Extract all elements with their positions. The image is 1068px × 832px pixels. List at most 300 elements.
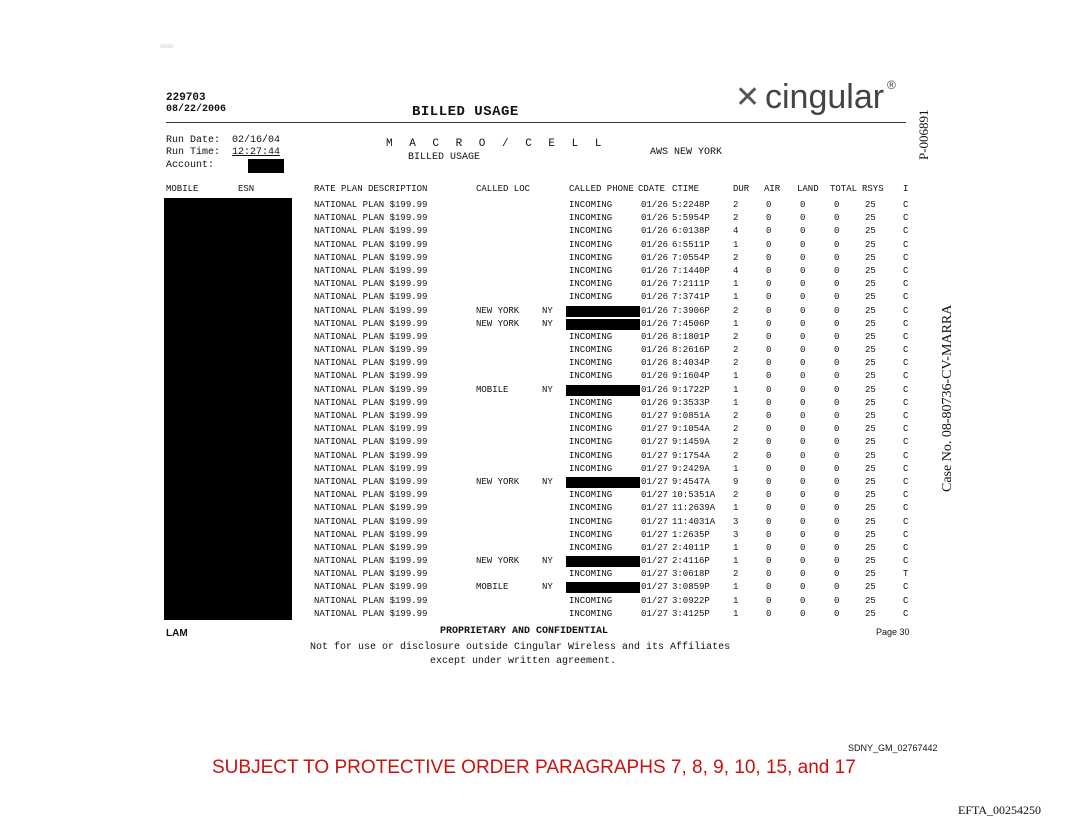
cell-phone: INCOMING xyxy=(569,239,613,250)
cell-land: 0 xyxy=(800,226,806,237)
table-row xyxy=(0,581,1068,594)
cell-time: 7:2111P xyxy=(672,279,710,290)
cell-dur: 1 xyxy=(733,582,739,593)
cell-air: 0 xyxy=(766,213,772,224)
cell-dur: 1 xyxy=(733,318,739,329)
cell-time: 5:2248P xyxy=(672,200,710,210)
cell-plan: NATIONAL PLAN $199.99 xyxy=(314,437,428,448)
table-row xyxy=(0,265,1068,278)
cell-time: 11:2639A xyxy=(672,503,716,514)
cell-air: 0 xyxy=(766,345,772,356)
col-called-loc: CALLED LOC xyxy=(476,184,531,194)
table-row xyxy=(0,384,1068,397)
cell-plan: NATIONAL PLAN $199.99 xyxy=(314,582,428,593)
cell-dur: 2 xyxy=(733,305,739,316)
cell-phone: INCOMING xyxy=(569,437,613,448)
cell-time: 9:1054A xyxy=(672,424,710,435)
cell-i: C xyxy=(903,529,909,540)
cell-total: 0 xyxy=(834,318,840,329)
cell-dur: 1 xyxy=(733,463,739,474)
cell-date: 01/26 xyxy=(641,345,669,356)
cell-phone: INCOMING xyxy=(569,345,613,356)
cell-date: 01/26 xyxy=(641,265,669,276)
cell-i: C xyxy=(903,265,909,276)
col-cdate: CDATE xyxy=(638,184,666,194)
cell-rsys: 25 xyxy=(865,608,876,619)
cell-rsys: 25 xyxy=(865,476,876,487)
cell-plan: NATIONAL PLAN $199.99 xyxy=(314,213,428,224)
col-mobile: MOBILE xyxy=(166,184,199,194)
cell-phone: INCOMING xyxy=(569,371,613,382)
cell-total: 0 xyxy=(834,556,840,567)
cell-land: 0 xyxy=(800,397,806,408)
cell-st: NY xyxy=(542,305,553,316)
aws-region: AWS NEW YORK xyxy=(650,147,723,158)
cell-total: 0 xyxy=(834,252,840,263)
cell-time: 7:0554P xyxy=(672,252,710,263)
cell-air: 0 xyxy=(766,279,772,290)
cell-rsys: 25 xyxy=(865,556,876,567)
cell-rsys: 25 xyxy=(865,292,876,303)
cell-total: 0 xyxy=(834,331,840,342)
cell-rsys: 25 xyxy=(865,450,876,461)
table-row xyxy=(0,529,1068,542)
cell-total: 0 xyxy=(834,384,840,395)
table-row xyxy=(0,397,1068,410)
cell-rsys: 25 xyxy=(865,384,876,395)
cell-i: C xyxy=(903,292,909,303)
cell-plan: NATIONAL PLAN $199.99 xyxy=(314,490,428,501)
cell-phone: INCOMING xyxy=(569,279,613,290)
cell-date: 01/27 xyxy=(641,595,669,606)
table-row xyxy=(0,423,1068,436)
cell-time: 6:0138P xyxy=(672,226,710,237)
cell-i: C xyxy=(903,411,909,421)
cell-total: 0 xyxy=(834,582,840,593)
cell-loc: MOBILE xyxy=(476,582,509,593)
cell-date: 01/26 xyxy=(641,318,669,329)
cell-i: C xyxy=(903,582,909,593)
cell-time: 1:2635P xyxy=(672,529,710,540)
cell-air: 0 xyxy=(766,437,772,448)
cell-dur: 2 xyxy=(733,358,739,369)
cell-phone: INCOMING xyxy=(569,213,613,224)
cell-date: 01/27 xyxy=(641,503,669,514)
cell-land: 0 xyxy=(800,582,806,593)
cell-plan: NATIONAL PLAN $199.99 xyxy=(314,226,428,237)
called-phone-redaction xyxy=(566,385,640,396)
table-row xyxy=(0,595,1068,608)
cell-rsys: 25 xyxy=(865,371,876,382)
cell-i: T xyxy=(903,569,909,580)
cell-phone: INCOMING xyxy=(569,252,613,263)
cell-dur: 3 xyxy=(733,529,739,540)
cell-air: 0 xyxy=(766,292,772,303)
cell-total: 0 xyxy=(834,476,840,487)
cell-land: 0 xyxy=(800,556,806,567)
cell-air: 0 xyxy=(766,608,772,619)
cell-loc: NEW YORK xyxy=(476,476,520,487)
cell-i: C xyxy=(903,384,909,395)
cell-dur: 2 xyxy=(733,200,739,210)
page-number: Page 30 xyxy=(876,627,910,637)
called-phone-redaction xyxy=(566,582,640,593)
cell-i: C xyxy=(903,200,909,210)
logo-text: cingular xyxy=(765,78,885,116)
cell-st: NY xyxy=(542,476,553,487)
cell-total: 0 xyxy=(834,516,840,527)
run-time-label: Run Time: xyxy=(166,147,221,158)
cell-air: 0 xyxy=(766,503,772,514)
cell-total: 0 xyxy=(834,213,840,224)
cell-air: 0 xyxy=(766,516,772,527)
table-row xyxy=(0,450,1068,463)
account-redaction xyxy=(248,159,284,173)
called-phone-redaction xyxy=(566,306,640,317)
cell-dur: 2 xyxy=(733,424,739,435)
cell-st: NY xyxy=(542,556,553,567)
cell-rsys: 25 xyxy=(865,411,876,421)
cell-time: 2:4011P xyxy=(672,542,710,553)
cell-total: 0 xyxy=(834,608,840,619)
cell-land: 0 xyxy=(800,252,806,263)
cell-i: C xyxy=(903,226,909,237)
sdny-bates: SDNY_GM_02767442 xyxy=(848,743,938,753)
cell-phone: INCOMING xyxy=(569,463,613,474)
cell-land: 0 xyxy=(800,292,806,303)
cell-rsys: 25 xyxy=(865,490,876,501)
cell-land: 0 xyxy=(800,450,806,461)
table-row xyxy=(0,318,1068,331)
cell-i: C xyxy=(903,595,909,606)
cell-time: 9:2429A xyxy=(672,463,710,474)
cell-time: 3:0859P xyxy=(672,582,710,593)
cell-plan: NATIONAL PLAN $199.99 xyxy=(314,516,428,527)
cell-rsys: 25 xyxy=(865,463,876,474)
cell-plan: NATIONAL PLAN $199.99 xyxy=(314,450,428,461)
col-ctime: CTIME xyxy=(672,184,700,194)
cell-rsys: 25 xyxy=(865,345,876,356)
cell-date: 01/26 xyxy=(641,213,669,224)
cingular-x-icon: ✕ xyxy=(735,80,761,115)
cell-date: 01/27 xyxy=(641,450,669,461)
cell-phone: INCOMING xyxy=(569,569,613,580)
cell-plan: NATIONAL PLAN $199.99 xyxy=(314,279,428,290)
usage-table xyxy=(0,199,1068,621)
cell-dur: 2 xyxy=(733,450,739,461)
col-called-phone: CALLED PHONE xyxy=(569,184,634,194)
cell-land: 0 xyxy=(800,529,806,540)
cell-land: 0 xyxy=(800,200,806,210)
cell-plan: NATIONAL PLAN $199.99 xyxy=(314,252,428,263)
cell-date: 01/26 xyxy=(641,331,669,342)
header-rule xyxy=(166,122,906,123)
cell-air: 0 xyxy=(766,252,772,263)
cell-date: 01/26 xyxy=(641,292,669,303)
cell-plan: NATIONAL PLAN $199.99 xyxy=(314,569,428,580)
cell-land: 0 xyxy=(800,384,806,395)
cell-air: 0 xyxy=(766,226,772,237)
run-date-value: 02/16/04 xyxy=(232,135,281,146)
cell-rsys: 25 xyxy=(865,265,876,276)
cell-time: 9:1722P xyxy=(672,384,710,395)
cell-time: 9:4547A xyxy=(672,476,710,487)
cell-land: 0 xyxy=(800,318,806,329)
cell-phone: INCOMING xyxy=(569,542,613,553)
faint-handwritten-mark: Ablin xyxy=(160,44,174,50)
cell-rsys: 25 xyxy=(865,424,876,435)
cell-total: 0 xyxy=(834,503,840,514)
cell-date: 01/27 xyxy=(641,582,669,593)
table-row xyxy=(0,331,1068,344)
cell-air: 0 xyxy=(766,450,772,461)
cell-rsys: 25 xyxy=(865,252,876,263)
document-date: 08/22/2006 xyxy=(166,104,227,115)
cell-rsys: 25 xyxy=(865,516,876,527)
cell-time: 6:5511P xyxy=(672,239,710,250)
cell-land: 0 xyxy=(800,542,806,553)
cell-time: 8:4034P xyxy=(672,358,710,369)
cell-i: C xyxy=(903,476,909,487)
cell-land: 0 xyxy=(800,213,806,224)
col-rate-plan: RATE PLAN DESCRIPTION xyxy=(314,184,428,194)
cell-air: 0 xyxy=(766,318,772,329)
table-row xyxy=(0,436,1068,449)
cell-i: C xyxy=(903,397,909,408)
cell-st: NY xyxy=(542,582,553,593)
table-row xyxy=(0,476,1068,489)
cell-date: 01/26 xyxy=(641,397,669,408)
cell-dur: 1 xyxy=(733,239,739,250)
cell-total: 0 xyxy=(834,305,840,316)
cell-phone: INCOMING xyxy=(569,411,613,421)
cell-date: 01/27 xyxy=(641,411,669,421)
cell-phone: INCOMING xyxy=(569,265,613,276)
col-total: TOTAL xyxy=(830,184,858,194)
cell-rsys: 25 xyxy=(865,318,876,329)
col-esn: ESN xyxy=(238,184,255,194)
cell-rsys: 25 xyxy=(865,503,876,514)
cell-air: 0 xyxy=(766,358,772,369)
page-title: BILLED USAGE xyxy=(412,104,519,120)
cell-total: 0 xyxy=(834,463,840,474)
macro-cell-title: M A C R O / C E L L xyxy=(386,138,607,150)
cell-land: 0 xyxy=(800,358,806,369)
cell-land: 0 xyxy=(800,437,806,448)
cell-phone: INCOMING xyxy=(569,503,613,514)
cell-land: 0 xyxy=(800,279,806,290)
cell-i: C xyxy=(903,252,909,263)
cell-air: 0 xyxy=(766,490,772,501)
table-row xyxy=(0,225,1068,238)
cell-date: 01/27 xyxy=(641,463,669,474)
cell-plan: NATIONAL PLAN $199.99 xyxy=(314,542,428,553)
cell-air: 0 xyxy=(766,463,772,474)
cell-time: 9:0851A xyxy=(672,411,710,421)
cell-time: 8:2616P xyxy=(672,345,710,356)
cell-phone: INCOMING xyxy=(569,397,613,408)
cell-rsys: 25 xyxy=(865,542,876,553)
table-row xyxy=(0,516,1068,529)
protective-order-banner: SUBJECT TO PROTECTIVE ORDER PARAGRAPHS 7, 8, 9, 10, 15, and 17 xyxy=(212,757,856,778)
cell-i: C xyxy=(903,371,909,382)
cell-time: 9:3533P xyxy=(672,397,710,408)
cell-total: 0 xyxy=(834,345,840,356)
cell-total: 0 xyxy=(834,450,840,461)
cell-air: 0 xyxy=(766,371,772,382)
cell-total: 0 xyxy=(834,542,840,553)
run-date-row xyxy=(166,135,280,146)
cell-dur: 1 xyxy=(733,503,739,514)
macro-cell-subtitle: BILLED USAGE xyxy=(408,152,481,163)
cell-dur: 2 xyxy=(733,345,739,356)
cell-dur: 2 xyxy=(733,437,739,448)
cell-air: 0 xyxy=(766,411,772,421)
cell-plan: NATIONAL PLAN $199.99 xyxy=(314,476,428,487)
cell-plan: NATIONAL PLAN $199.99 xyxy=(314,424,428,435)
cell-plan: NATIONAL PLAN $199.99 xyxy=(314,200,428,210)
cell-date: 01/27 xyxy=(641,556,669,567)
cell-air: 0 xyxy=(766,265,772,276)
cell-plan: NATIONAL PLAN $199.99 xyxy=(314,292,428,303)
cell-plan: NATIONAL PLAN $199.99 xyxy=(314,595,428,606)
cell-air: 0 xyxy=(766,569,772,580)
run-time-value: 12:27:44 xyxy=(232,147,281,158)
cell-time: 10:5351A xyxy=(672,490,716,501)
cell-dur: 1 xyxy=(733,608,739,619)
table-row xyxy=(0,608,1068,621)
cell-air: 0 xyxy=(766,582,772,593)
cell-phone: INCOMING xyxy=(569,516,613,527)
cell-dur: 1 xyxy=(733,397,739,408)
cell-air: 0 xyxy=(766,424,772,435)
cell-total: 0 xyxy=(834,358,840,369)
cell-time: 9:1459A xyxy=(672,437,710,448)
cell-i: C xyxy=(903,305,909,316)
cell-date: 01/26 xyxy=(641,200,669,210)
cell-land: 0 xyxy=(800,265,806,276)
cell-loc: MOBILE xyxy=(476,384,509,395)
cell-st: NY xyxy=(542,384,553,395)
cell-loc: NEW YORK xyxy=(476,305,520,316)
table-row xyxy=(0,489,1068,502)
cell-land: 0 xyxy=(800,516,806,527)
table-row xyxy=(0,568,1068,581)
table-row xyxy=(0,555,1068,568)
table-row xyxy=(0,502,1068,515)
cell-i: C xyxy=(903,331,909,342)
cell-land: 0 xyxy=(800,331,806,342)
run-date-label: Run Date: xyxy=(166,135,221,146)
cell-plan: NATIONAL PLAN $199.99 xyxy=(314,265,428,276)
cell-i: C xyxy=(903,437,909,448)
cell-phone: INCOMING xyxy=(569,226,613,237)
cell-land: 0 xyxy=(800,463,806,474)
cell-rsys: 25 xyxy=(865,529,876,540)
cell-dur: 2 xyxy=(733,213,739,224)
cell-phone: INCOMING xyxy=(569,358,613,369)
cell-rsys: 25 xyxy=(865,397,876,408)
cell-date: 01/26 xyxy=(641,252,669,263)
cell-i: C xyxy=(903,213,909,224)
cell-land: 0 xyxy=(800,595,806,606)
cell-total: 0 xyxy=(834,411,840,421)
cell-dur: 4 xyxy=(733,265,739,276)
cell-rsys: 25 xyxy=(865,582,876,593)
called-phone-redaction xyxy=(566,556,640,567)
cell-i: C xyxy=(903,503,909,514)
table-row xyxy=(0,239,1068,252)
cell-time: 7:3741P xyxy=(672,292,710,303)
cell-land: 0 xyxy=(800,476,806,487)
cell-loc: NEW YORK xyxy=(476,318,520,329)
cell-phone: INCOMING xyxy=(569,529,613,540)
cell-i: C xyxy=(903,463,909,474)
cell-dur: 2 xyxy=(733,490,739,501)
cell-date: 01/26 xyxy=(641,358,669,369)
cell-dur: 2 xyxy=(733,411,739,421)
cell-time: 11:4031A xyxy=(672,516,716,527)
cell-plan: NATIONAL PLAN $199.99 xyxy=(314,318,428,329)
cell-plan: NATIONAL PLAN $199.99 xyxy=(314,371,428,382)
cell-date: 01/27 xyxy=(641,490,669,501)
table-row xyxy=(0,199,1068,212)
cell-total: 0 xyxy=(834,490,840,501)
cell-st: NY xyxy=(542,318,553,329)
cell-air: 0 xyxy=(766,595,772,606)
cell-air: 0 xyxy=(766,305,772,316)
efta-bates: EFTA_00254250 xyxy=(958,803,1042,817)
cell-i: C xyxy=(903,358,909,369)
cell-time: 5:5954P xyxy=(672,213,710,224)
table-row xyxy=(0,212,1068,225)
cell-date: 01/27 xyxy=(641,569,669,580)
cell-time: 9:1604P xyxy=(672,371,710,382)
cell-loc: NEW YORK xyxy=(476,556,520,567)
cell-time: 9:1754A xyxy=(672,450,710,461)
cell-plan: NATIONAL PLAN $199.99 xyxy=(314,305,428,316)
col-land: LAND xyxy=(797,184,819,194)
cell-i: C xyxy=(903,516,909,527)
cell-air: 0 xyxy=(766,200,772,210)
cell-phone: INCOMING xyxy=(569,490,613,501)
cell-plan: NATIONAL PLAN $199.99 xyxy=(314,331,428,342)
cell-time: 3:4125P xyxy=(672,608,710,619)
cell-rsys: 25 xyxy=(865,305,876,316)
logo-registered-mark: ® xyxy=(887,78,896,92)
cell-time: 8:1801P xyxy=(672,331,710,342)
cell-air: 0 xyxy=(766,542,772,553)
cell-rsys: 25 xyxy=(865,279,876,290)
cell-i: C xyxy=(903,490,909,501)
cell-rsys: 25 xyxy=(865,595,876,606)
cell-date: 01/27 xyxy=(641,437,669,448)
cell-dur: 1 xyxy=(733,595,739,606)
cell-date: 01/26 xyxy=(641,384,669,395)
cell-air: 0 xyxy=(766,397,772,408)
cell-phone: INCOMING xyxy=(569,200,613,210)
cell-rsys: 25 xyxy=(865,437,876,448)
cell-time: 7:1440P xyxy=(672,265,710,276)
cell-plan: NATIONAL PLAN $199.99 xyxy=(314,358,428,369)
col-dur: DUR xyxy=(733,184,750,194)
cell-air: 0 xyxy=(766,384,772,395)
cell-rsys: 25 xyxy=(865,213,876,224)
cell-rsys: 25 xyxy=(865,239,876,250)
cell-rsys: 25 xyxy=(865,200,876,210)
cell-total: 0 xyxy=(834,239,840,250)
cell-rsys: 25 xyxy=(865,569,876,580)
